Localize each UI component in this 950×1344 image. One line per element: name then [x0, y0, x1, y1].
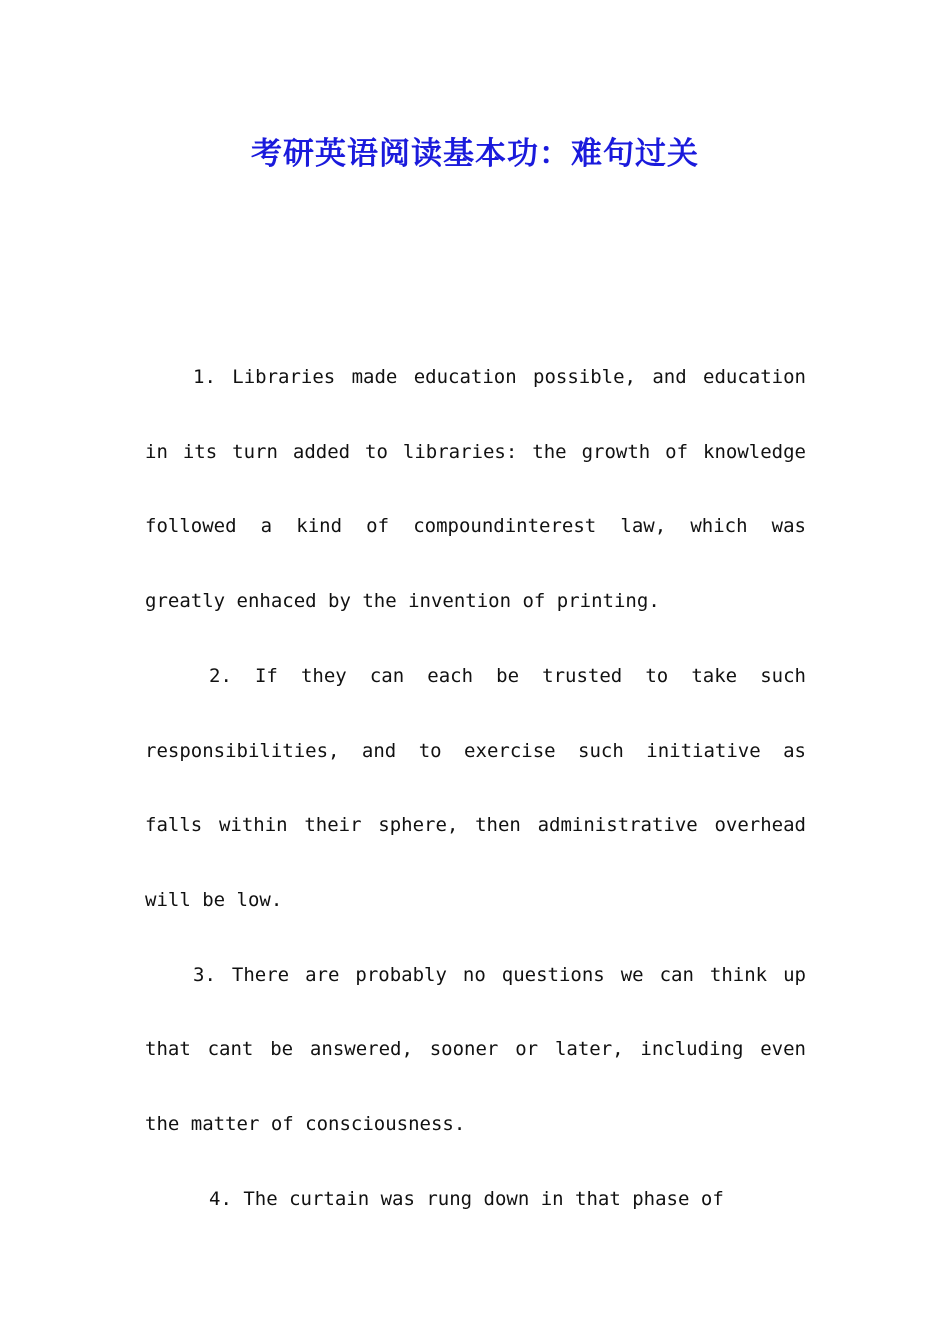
- paragraph-4: 4. The curtain was rung down in that phase of: [209, 1187, 724, 1210]
- paragraph-2: 2. If they can each be trusted to take such responsibilities, and to exercise such initiative as falls within their sphere, then administrative overhead will be low.: [145, 664, 806, 911]
- page-title: 考研英语阅读基本功：难句过关: [251, 136, 699, 172]
- paragraph-3: 3. There are probably no questions we can think up that cant be answered, sooner or later, including even the matter of consciousness.: [145, 963, 806, 1136]
- paragraph-1: 1. Libraries made education possible, and education in its turn added to libraries: the growth of knowledge followed a kind of compoundinterest law, which was greatly enhaced by the invention of printing.: [145, 366, 806, 613]
- document-body: [145, 340, 806, 1236]
